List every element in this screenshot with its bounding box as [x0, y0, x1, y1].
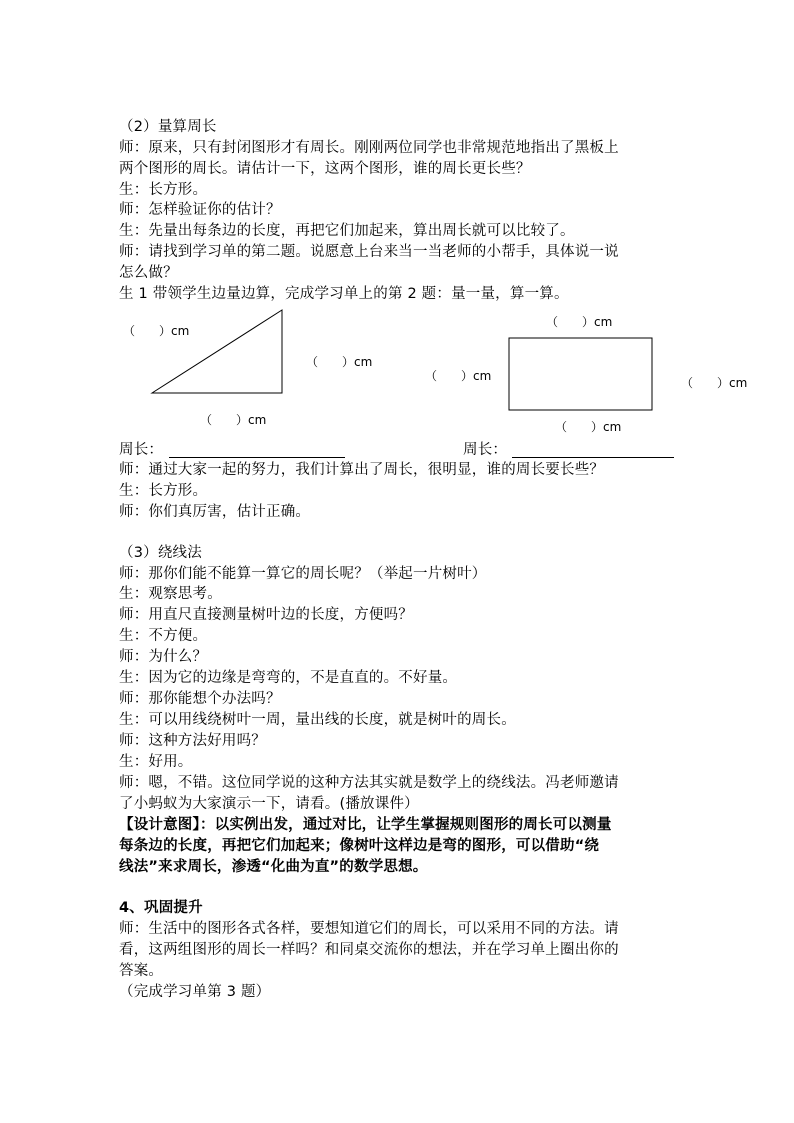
dialogue-line: 师：通过大家一起的努力，我们计算出了周长，很明显，谁的周长要长些？: [119, 462, 605, 478]
dialogue-line: 答案。: [119, 963, 164, 979]
dialogue-line: 生：可以用线绕树叶一周，量出线的长度，就是树叶的周长。: [119, 712, 516, 728]
section-4-title: 4、巩固提升: [119, 900, 203, 916]
dialogue-line: 师：生活中的图形各式各样，要想知道它们的周长，可以采用不同的方法。请: [119, 921, 619, 937]
perimeter-label-left: 周长：: [119, 442, 164, 458]
dialogue-line: 师：为什么？: [119, 649, 208, 665]
dialogue-line: 师：原来，只有封闭图形才有周长。刚刚两位同学也非常规范地指出了黑板上: [119, 140, 619, 156]
design-intent-line: 每条边的长度，再把它们加起来；像树叶这样边是弯的图形，可以借助“绕: [119, 838, 600, 854]
dialogue-line: 师：你们真厉害，估计正确。: [119, 504, 311, 520]
dialogue-line: 生：观察思考。: [119, 586, 222, 602]
design-intent-line: 【设计意图】：以实例出发，通过对比，让学生掌握规则图形的周长可以测量: [119, 817, 612, 833]
dialogue-line: 怎么做？: [119, 265, 178, 281]
triangle-base-label: （ ）cm: [200, 413, 267, 427]
rect-bottom-label: （ ）cm: [555, 420, 622, 434]
dialogue-line: 生：因为它的边缘是弯弯的，不是直直的。不好量。: [119, 670, 458, 686]
dialogue-line: 师：嗯，不错。这位同学说的这种方法其实就是数学上的绕线法。冯老师邀请: [119, 775, 619, 791]
rectangle: [509, 338, 652, 410]
perimeter-blank-left: [169, 457, 345, 458]
dialogue-line: 生：长方形。: [119, 483, 208, 499]
dialogue-line: 生：不方便。: [119, 628, 208, 644]
rect-left-label: （ ）cm: [425, 369, 492, 383]
dialogue-line: 师：那你能想个办法吗？: [119, 691, 281, 707]
design-intent-line: 线法”来求周长，渗透“化曲为直”的数学思想。: [119, 859, 428, 875]
dialogue-line: 师：这种方法好用吗？: [119, 733, 266, 749]
dialogue-line: 两个图形的周长。请估计一下，这两个图形，谁的周长更长些？: [119, 161, 531, 177]
rect-right-label: （ ）cm: [681, 376, 748, 390]
dialogue-line: 师：那你们能不能算一算它的周长呢？（举起一片树叶）: [119, 566, 487, 582]
dialogue-line: 生：长方形。: [119, 182, 208, 198]
dialogue-line: 看，这两组图形的周长一样吗？和同桌交流你的想法，并在学习单上圈出你的: [119, 942, 619, 958]
dialogue-line: 生：好用。: [119, 754, 193, 770]
rect-top-label: （ ）cm: [546, 315, 613, 329]
dialogue-line: 师：怎样验证你的估计？: [119, 202, 281, 218]
perimeter-blank-right: [512, 457, 674, 458]
triangle-side-label: （ ）cm: [306, 355, 373, 369]
dialogue-line: 生 1 带领学生边量边算，完成学习单上的第 2 题：量一量，算一算。: [119, 286, 569, 302]
dialogue-line: 师：用直尺直接测量树叶边的长度，方便吗？: [119, 607, 413, 623]
dialogue-line: 师：请找到学习单的第二题。说愿意上台来当一当老师的小帮手，具体说一说: [119, 244, 619, 260]
section-3-title: （3）绕线法: [119, 545, 202, 561]
dialogue-line: （完成学习单第 3 题）: [119, 984, 271, 1000]
triangle-hypotenuse-label: （ ）cm: [123, 324, 190, 338]
dialogue-line: 了小蚂蚁为大家演示一下，请看。(播放课件）: [119, 796, 419, 812]
section-2-title: （2）量算周长: [119, 119, 217, 135]
perimeter-label-right: 周长：: [463, 442, 508, 458]
dialogue-line: 生：先量出每条边的长度，再把它们加起来，算出周长就可以比较了。: [119, 223, 575, 239]
